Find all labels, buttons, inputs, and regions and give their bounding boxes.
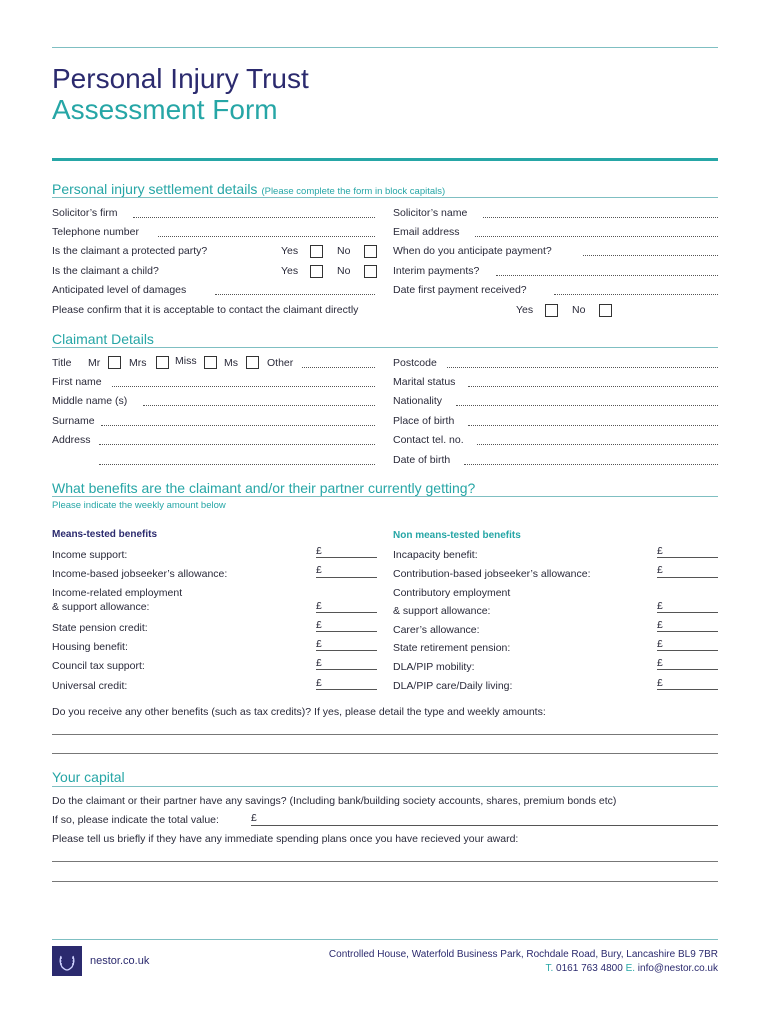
income-jsa-amount[interactable] bbox=[316, 577, 377, 578]
title-ms-label: Ms bbox=[224, 357, 238, 369]
top-divider bbox=[52, 47, 718, 48]
benefits-note: Please indicate the weekly amount below bbox=[52, 500, 226, 511]
address-field-line2[interactable] bbox=[99, 464, 375, 465]
title-ms-checkbox[interactable] bbox=[246, 356, 259, 369]
income-support-label: Income support: bbox=[52, 549, 128, 561]
housing-benefit-currency: £ bbox=[316, 638, 322, 650]
contact-tel-label: Contact tel. no. bbox=[393, 434, 464, 446]
claimant-heading: Claimant Details bbox=[52, 331, 154, 347]
council-tax-label: Council tax support: bbox=[52, 660, 145, 672]
first-name-field[interactable] bbox=[112, 386, 375, 387]
footer-divider bbox=[52, 939, 718, 940]
address-field-line1[interactable] bbox=[99, 444, 375, 445]
contribution-jsa-currency: £ bbox=[657, 564, 663, 576]
confirm-contact-label: Please confirm that it is acceptable to contact the claimant directly bbox=[52, 304, 359, 316]
non-means-tested-heading: Non means-tested benefits bbox=[393, 530, 521, 541]
claimant-child-label: Is the claimant a child? bbox=[52, 265, 159, 277]
address-label: Address bbox=[52, 434, 91, 446]
pension-credit-label: State pension credit: bbox=[52, 622, 148, 634]
claimant-child-yes-checkbox[interactable] bbox=[310, 265, 323, 278]
anticipated-damages-label: Anticipated level of damages bbox=[52, 284, 187, 296]
income-jsa-currency: £ bbox=[316, 564, 322, 576]
title-other-field[interactable] bbox=[302, 367, 375, 368]
dla-mobility-label: DLA/PIP mobility: bbox=[393, 661, 475, 673]
solicitors-firm-label: Solicitor’s firm bbox=[52, 207, 118, 219]
dla-mobility-amount[interactable] bbox=[657, 669, 718, 670]
protected-party-label: Is the claimant a protected party? bbox=[52, 245, 208, 257]
other-benefits-question: Do you receive any other benefits (such as tax credits)? If yes, please detail the type and weekly amounts: bbox=[52, 706, 546, 718]
carers-allowance-label: Carer’s allowance: bbox=[393, 624, 480, 636]
carers-allowance-currency: £ bbox=[657, 619, 663, 631]
place-of-birth-label: Place of birth bbox=[393, 415, 455, 427]
council-tax-amount[interactable] bbox=[316, 669, 377, 670]
settlement-note: (Please complete the form in block capitals) bbox=[261, 186, 446, 197]
confirm-contact-yes-label: Yes bbox=[516, 304, 534, 316]
title-label: Title bbox=[52, 357, 72, 369]
marital-status-field[interactable] bbox=[468, 386, 718, 387]
first-name-label: First name bbox=[52, 376, 102, 388]
capital-heading: Your capital bbox=[52, 769, 125, 785]
protected-party-yes-checkbox[interactable] bbox=[310, 245, 323, 258]
nationality-field[interactable] bbox=[456, 405, 718, 406]
spending-plans-line1[interactable] bbox=[52, 861, 718, 862]
title-miss-checkbox[interactable] bbox=[204, 356, 217, 369]
title-mrs-checkbox[interactable] bbox=[156, 356, 169, 369]
incapacity-benefit-currency: £ bbox=[657, 545, 663, 557]
state-pension-currency: £ bbox=[657, 638, 663, 650]
footer-t-label: T. bbox=[545, 963, 554, 974]
postcode-field[interactable] bbox=[447, 367, 718, 368]
interim-payments-label: Interim payments? bbox=[393, 265, 480, 277]
protected-party-yes-label: Yes bbox=[281, 245, 299, 257]
income-esa-label-line2: & support allowance: bbox=[52, 601, 150, 613]
dla-care-currency: £ bbox=[657, 677, 663, 689]
income-support-amount[interactable] bbox=[316, 557, 377, 558]
contribution-jsa-amount[interactable] bbox=[657, 577, 718, 578]
date-first-payment-field[interactable] bbox=[554, 294, 718, 295]
total-value-field[interactable] bbox=[251, 825, 718, 826]
contact-tel-field[interactable] bbox=[477, 444, 718, 445]
surname-label: Surname bbox=[52, 415, 95, 427]
contributory-esa-amount[interactable] bbox=[657, 612, 718, 613]
date-first-payment-label: Date first payment received? bbox=[393, 284, 527, 296]
housing-benefit-amount[interactable] bbox=[316, 650, 377, 651]
incapacity-benefit-label: Incapacity benefit: bbox=[393, 549, 478, 561]
anticipate-payment-field[interactable] bbox=[583, 255, 718, 256]
savings-question: Do the claimant or their partner have any savings? (Including bank/building society accounts, shares, premium bonds etc) bbox=[52, 795, 617, 807]
settlement-heading bbox=[52, 181, 445, 197]
date-of-birth-label: Date of birth bbox=[393, 454, 451, 466]
title-divider bbox=[52, 158, 718, 161]
spending-plans-question: Please tell us briefly if they have any immediate spending plans once you have recieved your award: bbox=[52, 833, 519, 845]
place-of-birth-field[interactable] bbox=[468, 425, 718, 426]
pension-credit-amount[interactable] bbox=[316, 631, 377, 632]
title-other-label: Other bbox=[267, 357, 294, 369]
telephone-field[interactable] bbox=[158, 236, 375, 237]
solicitors-firm-field[interactable] bbox=[133, 217, 375, 218]
universal-credit-currency: £ bbox=[316, 677, 322, 689]
page-title-line2: Assessment Form bbox=[52, 94, 278, 125]
confirm-contact-yes-checkbox[interactable] bbox=[545, 304, 558, 317]
interim-payments-field[interactable] bbox=[496, 275, 718, 276]
confirm-contact-no-checkbox[interactable] bbox=[599, 304, 612, 317]
income-esa-currency: £ bbox=[316, 600, 322, 612]
postcode-label: Postcode bbox=[393, 357, 437, 369]
dla-mobility-currency: £ bbox=[657, 657, 663, 669]
telephone-label: Telephone number bbox=[52, 226, 139, 238]
footer-contact bbox=[545, 963, 718, 974]
claimant-divider bbox=[52, 347, 718, 348]
other-benefits-line2[interactable] bbox=[52, 753, 718, 754]
surname-field[interactable] bbox=[101, 425, 375, 426]
total-value-label: If so, please indicate the total value: bbox=[52, 814, 219, 826]
benefits-divider bbox=[52, 496, 718, 497]
contributory-esa-label-line1: Contributory employment bbox=[393, 587, 511, 599]
title-mrs-label: Mrs bbox=[129, 357, 147, 369]
footer-website[interactable]: nestor.co.uk bbox=[90, 955, 150, 967]
footer-address: Controlled House, Waterfold Business Park, Rochdale Road, Bury, Lancashire BL9 7BR bbox=[328, 949, 718, 960]
claimant-child-no-label: No bbox=[337, 265, 351, 277]
laurel-icon bbox=[52, 946, 82, 976]
incapacity-benefit-amount[interactable] bbox=[657, 557, 718, 558]
universal-credit-label: Universal credit: bbox=[52, 680, 128, 692]
council-tax-currency: £ bbox=[316, 657, 322, 669]
benefits-heading: What benefits are the claimant and/or their partner currently getting? bbox=[52, 480, 476, 496]
anticipated-damages-field[interactable] bbox=[215, 294, 375, 295]
marital-status-label: Marital status bbox=[393, 376, 456, 388]
income-support-currency: £ bbox=[316, 545, 322, 557]
state-pension-amount[interactable] bbox=[657, 650, 718, 651]
settlement-divider bbox=[52, 197, 718, 198]
total-value-currency: £ bbox=[251, 812, 257, 824]
income-jsa-label: Income-based jobseeker’s allowance: bbox=[52, 568, 228, 580]
page-title-line1: Personal Injury Trust bbox=[52, 63, 309, 94]
email-field[interactable] bbox=[475, 236, 718, 237]
income-esa-label-line1: Income-related employment bbox=[52, 587, 183, 599]
email-label: Email address bbox=[393, 226, 460, 238]
middle-name-label: Middle name (s) bbox=[52, 395, 128, 407]
nestor-logo bbox=[52, 946, 82, 976]
pension-credit-currency: £ bbox=[316, 619, 322, 631]
claimant-child-no-checkbox[interactable] bbox=[364, 265, 377, 278]
universal-credit-amount[interactable] bbox=[316, 689, 377, 690]
footer-phone[interactable]: 0161 763 4800 bbox=[556, 963, 623, 974]
confirm-contact-no-label: No bbox=[572, 304, 586, 316]
solicitors-name-label: Solicitor’s name bbox=[393, 207, 468, 219]
date-of-birth-field[interactable] bbox=[464, 464, 718, 465]
carers-allowance-amount[interactable] bbox=[657, 631, 718, 632]
contribution-jsa-label: Contribution-based jobseeker’s allowance: bbox=[393, 568, 591, 580]
contributory-esa-currency: £ bbox=[657, 600, 663, 612]
capital-divider bbox=[52, 786, 718, 787]
footer-e-label: E. bbox=[625, 963, 636, 974]
protected-party-no-label: No bbox=[337, 245, 351, 257]
state-pension-label: State retirement pension: bbox=[393, 642, 511, 654]
settlement-heading-text: Personal injury settlement details bbox=[52, 181, 258, 197]
title-miss-label: Miss bbox=[175, 355, 197, 367]
dla-care-amount[interactable] bbox=[657, 689, 718, 690]
means-tested-heading: Means-tested benefits bbox=[52, 529, 158, 540]
nationality-label: Nationality bbox=[393, 395, 443, 407]
solicitors-name-field[interactable] bbox=[483, 217, 718, 218]
title-mr-label: Mr bbox=[88, 357, 101, 369]
other-benefits-line1[interactable] bbox=[52, 734, 718, 735]
footer-email[interactable]: info@nestor.co.uk bbox=[637, 963, 718, 974]
protected-party-no-checkbox[interactable] bbox=[364, 245, 377, 258]
anticipate-payment-label: When do you anticipate payment? bbox=[393, 245, 552, 257]
claimant-child-yes-label: Yes bbox=[281, 265, 299, 277]
housing-benefit-label: Housing benefit: bbox=[52, 641, 128, 653]
middle-name-field[interactable] bbox=[143, 405, 375, 406]
spending-plans-line2[interactable] bbox=[52, 881, 718, 882]
contributory-esa-label-line2: & support allowance: bbox=[393, 605, 491, 617]
income-esa-amount[interactable] bbox=[316, 612, 377, 613]
title-mr-checkbox[interactable] bbox=[108, 356, 121, 369]
dla-care-label: DLA/PIP care/Daily living: bbox=[393, 680, 513, 692]
